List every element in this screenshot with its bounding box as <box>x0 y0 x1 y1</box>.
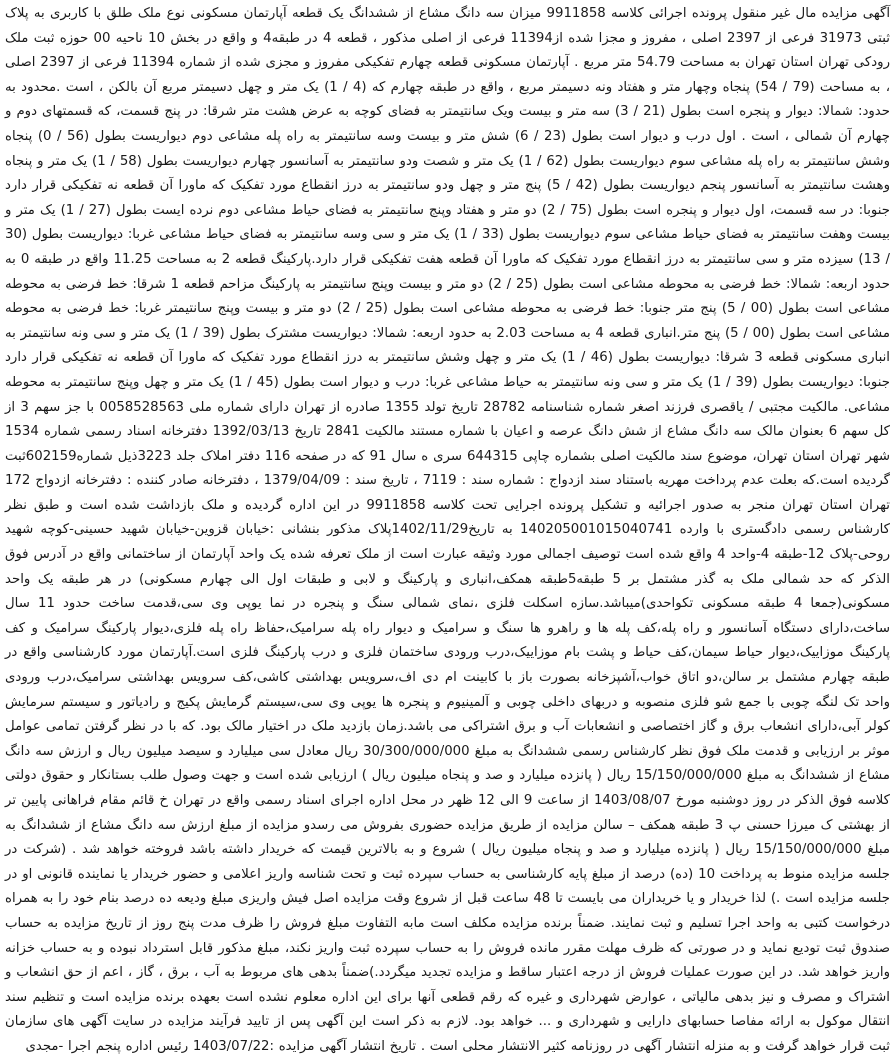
notice-body-text: آگهی مزایده مال غیر منقول پرونده اجرائی کلاسه 9911858 میزان سه دانگ مشاع از ششدانگ یک قطعه آپارتمان مسکونی نوع ملک طلق با کاربری به پلاک ثبتی 31973 فرعی از 2397 اصلی ، مفروز و مجزا شده از11394 فرعی از اصلی مذکور ، قطعه 4 در طبقه4 و واقع در بخش 10 ناحیه 00 حوزه ثبت ملک رودکی تهران استان تهران به مساحت 54.79 متر مربع . آپارتمان مسکونی قطعه چهارم تفکیکی مفروز و مجزی شده از شماره 11394 فرعی از 2397 اصلی ، به مساحت (79 / 54) پنجاه وچهار متر و هفتاد ونه دسیمتر مربع ، واقع در طبقه چهارم که (4 / 1) یک متر و چهل دسیمتر مربع آن بالکن ، است .محدود به حدود: شمالا: دیوار و پنجره است بطول (21 / 3) سه متر و بیست ویک سانتیمتر به فضای کوچه به عرض هشت متر شرقا: در پنج قسمت، که قسمتهای دوم و چهارم آن شمالی ، است . اول درب و دیوار است بطول (23 / 6) شش متر و بیست وسه سانتیمتر به راه پله مشاعی دوم دیواریست بطول (56 / 0) پنجاه وشش سانتیمتر به راه پله مشاعی سوم دیواریست بطول (62 / 1) یک متر و شصت ودو سانتیمتر به آسانسور چهارم دیواریست بطول (58 / 1) یک متر و پنجاه وهشت سانتیمتر به آسانسور پنجم دیواریست بطول (42 / 5) پنج متر و چهل ودو سانتیمتر به درز انقطاع مورد تفکیک که ماورا آن قطعه نه تفکیکی قرار دارد جنوبا: در سه قسمت، اول دیوار و پنجره است بطول (75 / 2) دو متر و هفتاد وپنج سانتیمتر به فضای حیاط مشاعی دوم نرده ایست بطول (27 / 1) یک متر و بیست وهفت سانتیمتر به فضای حیاط مشاعی سوم دیواریست بطول (33 / 1) یک متر و سی وسه سانتیمتر به فضای حیاط مشاعی غربا: دیواریست بطول (30 / 13) سیزده متر و سی سانتیمتر به درز انقطاع مورد تفکیک که ماورا آن قطعه هفت تفکیکی قرار دارد.پارکینگ قطعه 2 به مساحت 11.25 واقع در طبقه 0 به حدود اربعه: شمالا: خط فرضی به محوطه مشاعی است بطول (25 / 2) دو متر و بیست وپنج سانتیمتر به پارکینگ مزاحم قطعه 1 شرقا: خط فرضی به محوطه مشاعی است بطول (00 / 5) پنج متر جنوبا: خط فرضی به محوطه مشاعی است بطول (25 / 2) دو متر و بیست وپنج سانتیمتر غربا: خط فرضی به محوطه مشاعی است بطول (00 / 5) پنج متر.انباری قطعه 4 به مساحت 2.03 به حدود اربعه: شمالا: دیواریست مشترک بطول (39 / 1) یک متر و سی ونه سانتیمتر به انباری مسکونی قطعه 3 شرقا: دیواریست بطول (46 / 1) یک متر و چهل وشش سانتیمتر به درز انقطاع مورد تفکیک که ماورا آن قطعه نه تفکیکی قرار دارد جنوبا: دیواریست بطول (39 / 1) یک متر و سی ونه سانتیمتر به حیاط مشاعی غربا: درب و دیوار است بطول (45 / 1) یک متر و چهل وپنج سانتیمتر به محوطه مشاعی. مالکیت مجتبی / یاقصری فرزند اصغر شماره شناسنامه 28782 تاریخ تولد 1355 صادره از تهران دارای شماره ملی 0058528563 با جز سهم 3 از کل سهم 6 بعنوان مالک سه دانگ مشاع از شش دانگ عرصه و اعیان با شماره مستند مالکیت 2841 تاریخ 1392/03/13 دفترخانه اسناد رسمی شماره 1534 شهر تهران استان تهران، موضوع سند مالکیت اصلی بشماره چاپی 644315 سری ه سال 91 که در صفحه 116 دفتر املاک جلد 3223ذیل شماره602159ثبت گردیده است.که بعلت عدم پرداخت مهریه باستناد سند ازدواج : شماره سند : 7119 ، تاریخ سند : 1379/04/09 ، دفترخانه صادر کننده : دفترخانه ازدواج 172 تهران استان تهران منجر به صدور اجرائیه و تشکیل پرونده اجرایی تحت کلاسه 9911858 در این اداره گردیده و ملک بازداشت شده است و طبق نظر کارشناس رسمی دادگستری با وارده 140205001015040741 به تاریخ1402/11/29پلاک مذکور بنشانی :خیابان قزوین-خیابان شهید حسینی-کوچه شهید روحی-پلاک 12-طبقه 4-واحد 4 واقع شده است توصیف اجمالی مورد وثیقه عبارت است از ملک تعرفه شده یک واحد آپارتمان از ساختمانی واقع در آدرس فوق الذکر که حد شمالی ملک به گذر مشتمل بر 5 طبقه5طبقه همکف،انباری و پارکینگ و لابی و طبقات اول الی چهارم مسکونی) در هر طبقه یک واحد مسکونی(جمعا 4 طبقه مسکونی تکواحدی)میباشد.سازه اسکلت فلزی ،نمای شمالی سنگ و پنجره در نما یوپی وی سی،قدمت ساخت حدود 11 سال ساخت،دارای دستگاه آسانسور و راه پله،کف پله ها و راهرو ها سنگ و سرامیک و دیوار راه پله سرامیک،حفاظ راه پله فلزی،دیوار پارکینگ سرامیک و کف پارکینگ موزاییک،دیوار حیاط سیمان،کف حیاط و پشت بام موزاییک،درب ورودی ساختمان فلزی و درب پارکینگ فلزی است.آپارتمان مورد کارشناسی واقع در طبقه چهارم مشتمل بر سالن،دو اتاق خواب،آشپزخانه بصورت باز با کابینت ام دی اف،سرویس بهداشتی کاشی،کف سرویس بهداشتی سرامیک،درب ورودی واحد تک لنگه چوبی با جمع شو فلزی منصوبه و دربهای داخلی چوبی و آلمینیوم و پنجره ها یوپی وی سی،سیستم گرمایش پکیج و رادیاتور و سیستم سرمایش کولر آبی،دارای انشعاب برق و گاز اختصاصی و انشعابات آب و برق اشتراکی می باشد.زمان بازدید ملک در اختیار مالک بود. که با در نظر گرفتن تمامی عوامل موثر بر ارزیابی و قدمت ملک فوق نظر کارشناس رسمی ششدانگ به مبلغ 30/300/000/000 ریال معادل سی میلیارد و سیصد میلیون ریال و ارزش سه دانگ مشاع از ششدانگ به مبلغ 15/150/000/000 ریال ( پانزده میلیارد و صد و پنجاه میلیون ریال ) ارزیابی شده است و جهت وصول طلب بستانکار و حقوق دولتی کلاسه فوق الذکر در روز دوشنبه مورخ 1403/08/07 از ساعت 9 الی 12 ظهر در محل اداره اجرای اسناد رسمی واقع در تهران خ قائم مقام فراهانی پایین تر از بهشتی ک میرزا حسنی پ 3 طبقه همکف – سالن مزایده از طریق مزایده حضوری بفروش می رسدو مزایده از مبلغ ارزش سه دانگ مشاع از ششدانگ به مبلغ 15/150/000/000 ریال ( پانزده میلیارد و صد و پنجاه میلیون ریال ) شروع و به بالاترین قیمت که خریدار داشته باشد فروخته خواهد شد . (شرکت در جلسه مزایده منوط به پرداخت 10 (ده) درصد از مبلغ پایه کارشناسی به حساب سپرده ثبت و تحت شناسه واریز اعلامی و حضور خریدار یا نماینده قانونی او در جلسه مزایده است .) لذا خریدار و یا خریداران می بایست تا 48 ساعت قبل از شروع وقت مزایده اصل فیش واریزی مبلغ ودیعه ده درصد بنام خود را به همراه درخواست کتبی به واحد اجرا تسلیم و ثبت نمایند. ضمناً برنده مزایده مکلف است مابه التفاوت مبلغ فروش را ظرف مدت پنج روز از تاریخ مزایده به حساب صندوق ثبت تودیع نماید و در صورتی که ظرف مهلت مقرر مانده فروش را به حساب سپرده ثبت واریز نکند، مبلغ مذکور قابل استرداد نبوده و به حساب خزانه واریز خواهد شد. در این صورت عملیات فروش از درجه اعتبار ساقط و مزایده تجدید میگردد.)ضمناً بدهی های مربوط به آب ، برق ، گاز ، اعم از حق انشعاب و اشتراک و مصرف و نیز بدهی مالیاتی ، عوارض شهرداری و غیره که رقم قطعی آنها برای این اداره معلوم نشده است بعهده برنده مزایده است و تنظیم سند انتقال موکول به ارائه مفاصا حسابهای دارایی و شهرداری و ... خواهد بود. لازم به ذکر است این آگهی پس از تایید فرآیند مزایده در سایت آگهی های سازمان ثبت قرار خواهد گرفت و به منزله انتشار آگهی در روزنامه کثیر الانتشار محلی است . تاریخ انتشار آگهی مزایده :1403/07/22 رئیس اداره پنجم اجرا -مجدی <box>5 6 891 1054</box>
